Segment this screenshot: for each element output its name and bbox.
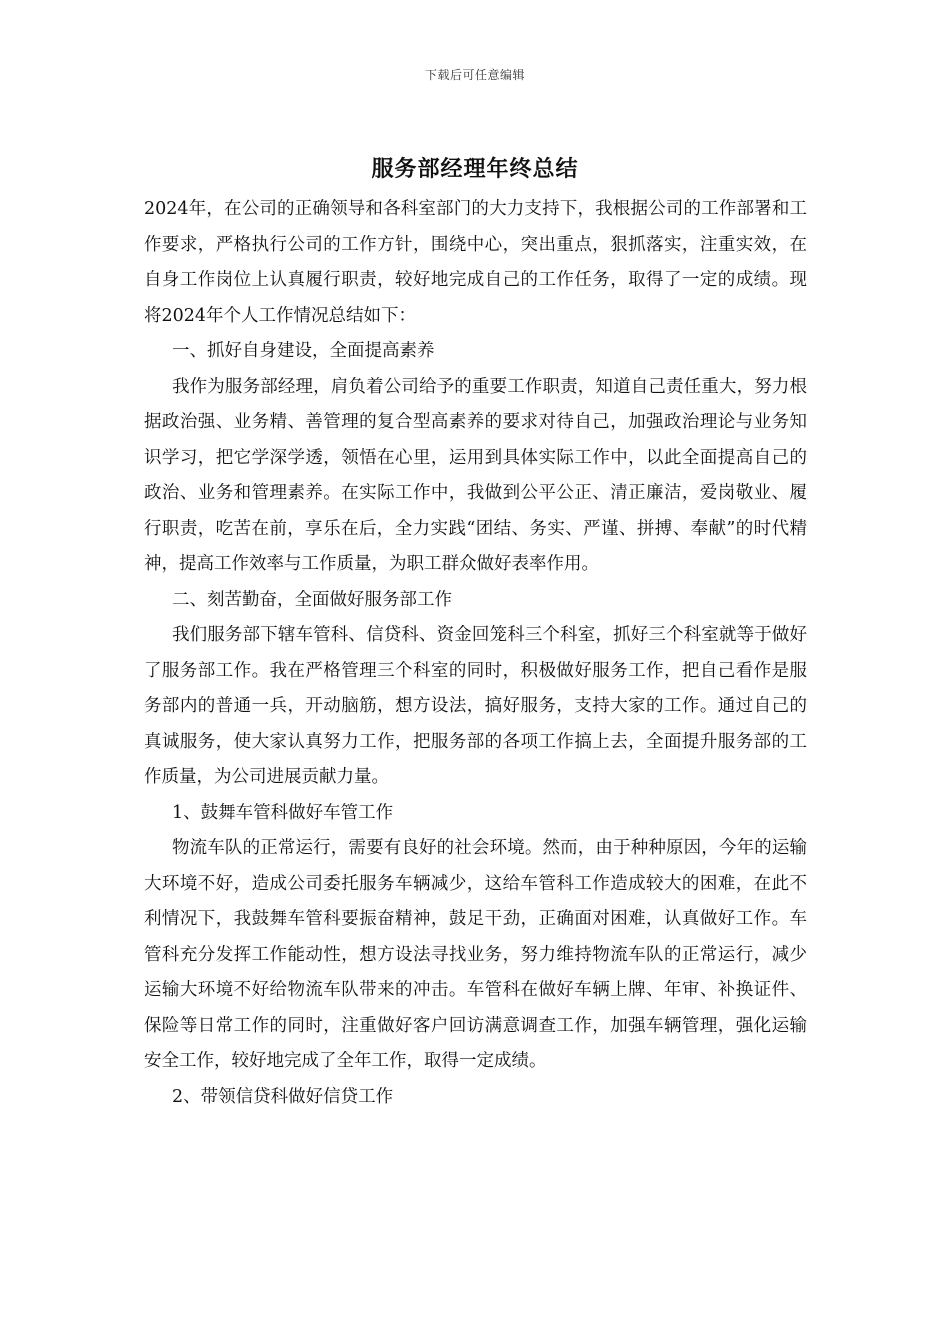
subsection-heading-1: 1、鼓舞车管科做好车管工作	[172, 802, 394, 823]
header-note: 下载后可任意编辑	[424, 68, 525, 82]
body-paragraph: 我作为服务部经理，肩负着公司给予的重要工作职责，知道自己责任重大，努力根据政治强、业务精、善管理的复合型高素养的要求对待自己，加强政治理论与业务知识学习，把它学深学透，领悟在心里，运用到具体实际工作中，以此全面提高自己的政治、业务和管理素养。在实际工作中，我做到公平公正、清正廉洁，爱岗敬业、履行职责，吃苦在前，享乐在后，全力实践“团结、务实、严谨、拼搏、奉献”的时代精神，提高工作效率与工作质量，为职工群众做好表率作用。	[144, 376, 807, 574]
intro-paragraph: 2024年，在公司的正确领导和各科室部门的大力支持下，我根据公司的工作部署和工作要求，严格执行公司的工作方针，围绕中心，突出重点，狠抓落实，注重实效，在自身工作岗位上认真履行职责，较好地完成自己的工作任务，取得了一定的成绩。现将2024年个人工作情况总结如下：	[144, 199, 807, 326]
subsection-heading-2: 2、带领信贷科做好信贷工作	[172, 1086, 394, 1107]
section-heading-2: 二、刻苦勤奋，全面做好服务部工作	[172, 589, 452, 610]
body-paragraph: 我们服务部下辖车管科、信贷科、资金回笼科三个科室，抓好三个科室就等于做好了服务部工作。我在严格管理三个科室的同时，积极做好服务工作，把自己看作是服务部内的普通一兵，开动脑筋，想方设法，搞好服务，支持大家的工作。通过自己的真诚服务，使大家认真努力工作，把服务部的各项工作搞上去，全面提升服务部的工作质量，为公司进展贡献力量。	[144, 625, 807, 787]
section-heading-1: 一、抓好自身建设，全面提高素养	[172, 341, 435, 361]
body-paragraph: 物流车队的正常运行，需要有良好的社会环境。然而，由于种种原因，今年的运输大环境不好，造成公司委托服务车辆减少，这给车管科工作造成较大的困难，在此不利情况下，我鼓舞车管科要振奋精神，鼓足干劲，正确面对困难，认真做好工作。车管科充分发挥工作能动性，想方设法寻找业务，努力维持物流车队的正常运行，减少运输大环境不好给物流车队带来的冲击。车管科在做好车辆上牌、年审、补换证件、保险等日常工作的同时，注重做好客户回访满意调查工作，加强车辆管理，强化运输安全工作，较好地完成了全年工作，取得一定成绩。	[144, 838, 807, 1071]
document-title: 服务部经理年终总结	[371, 156, 579, 182]
document-body	[144, 192, 807, 1115]
